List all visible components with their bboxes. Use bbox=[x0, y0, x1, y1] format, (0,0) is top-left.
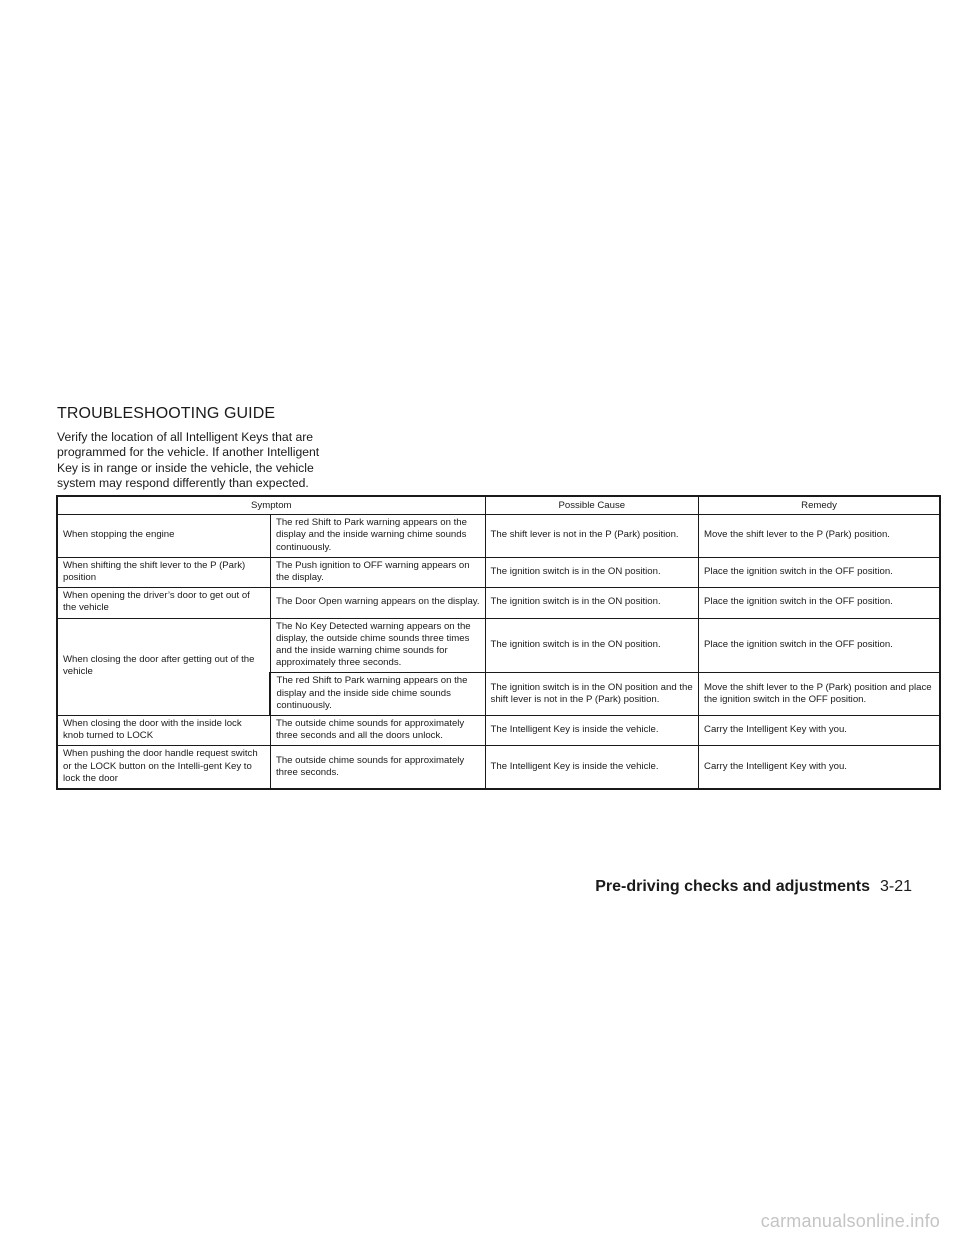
cell-symptom: When closing the door after getting out of the vehicle bbox=[57, 618, 270, 715]
table-row bbox=[57, 618, 940, 673]
header-symptom: Symptom bbox=[57, 496, 485, 515]
cell-cause: The ignition switch is in the ON position. bbox=[485, 588, 699, 618]
table-row bbox=[57, 746, 940, 789]
cell-remedy: Place the ignition switch in the OFF position. bbox=[699, 618, 940, 673]
cell-cause: The Intelligent Key is inside the vehicle. bbox=[485, 716, 699, 746]
cell-display: The Push ignition to OFF warning appears on the display. bbox=[270, 557, 485, 587]
troubleshooting-table bbox=[56, 495, 941, 790]
cell-display: The red Shift to Park warning appears on the display and the inside warning chime sounds continuously. bbox=[270, 515, 485, 558]
cell-display: The red Shift to Park warning appears on the display and the inside side chime sounds continuously. bbox=[270, 673, 485, 716]
table-row bbox=[57, 716, 940, 746]
cell-remedy: Carry the Intelligent Key with you. bbox=[699, 746, 940, 789]
cell-remedy: Move the shift lever to the P (Park) position and place the ignition switch in the OFF position. bbox=[699, 673, 940, 716]
page-footer bbox=[595, 877, 912, 897]
cell-display: The Door Open warning appears on the display. bbox=[270, 588, 485, 618]
intro-paragraph: Verify the location of all Intelligent Keys that are programmed for the vehicle. If another Intelligent Key is in range or inside the vehicle, the vehicle system may respond differently than expected. bbox=[57, 430, 320, 491]
table-row bbox=[57, 515, 940, 558]
table-row bbox=[57, 557, 940, 587]
footer-chapter-title: Pre-driving checks and adjustments bbox=[595, 878, 870, 895]
cell-remedy: Carry the Intelligent Key with you. bbox=[699, 716, 940, 746]
cell-symptom: When stopping the engine bbox=[57, 515, 270, 558]
cell-cause: The shift lever is not in the P (Park) position. bbox=[485, 515, 699, 558]
section-title: TROUBLESHOOTING GUIDE bbox=[57, 405, 276, 422]
cell-cause: The ignition switch is in the ON position. bbox=[485, 618, 699, 673]
cell-symptom: When pushing the door handle request switch or the LOCK button on the Intelli-gent Key to lock the door bbox=[57, 746, 270, 789]
cell-display: The outside chime sounds for approximately three seconds. bbox=[270, 746, 485, 789]
cell-cause: The ignition switch is in the ON position. bbox=[485, 557, 699, 587]
header-possible-cause: Possible Cause bbox=[485, 496, 699, 515]
table-row bbox=[57, 588, 940, 618]
cell-remedy: Move the shift lever to the P (Park) position. bbox=[699, 515, 940, 558]
cell-display: The No Key Detected warning appears on the display, the outside chime sounds three times and the inside warning chime sounds for approximately three seconds. bbox=[270, 618, 485, 673]
watermark: carmanualsonline.info bbox=[760, 1211, 940, 1231]
cell-symptom: When closing the door with the inside lock knob turned to LOCK bbox=[57, 716, 270, 746]
cell-remedy: Place the ignition switch in the OFF position. bbox=[699, 557, 940, 587]
header-remedy: Remedy bbox=[699, 496, 940, 515]
cell-display: The outside chime sounds for approximately three seconds and all the doors unlock. bbox=[270, 716, 485, 746]
cell-remedy: Place the ignition switch in the OFF position. bbox=[699, 588, 940, 618]
cell-cause: The ignition switch is in the ON position and the shift lever is not in the P (Park) position. bbox=[485, 673, 699, 716]
cell-symptom: When shifting the shift lever to the P (Park) position bbox=[57, 557, 270, 587]
cell-symptom: When opening the driver’s door to get out of the vehicle bbox=[57, 588, 270, 618]
footer-page-number: 3-21 bbox=[879, 878, 912, 895]
table-header-row bbox=[57, 496, 940, 515]
cell-cause: The Intelligent Key is inside the vehicle. bbox=[485, 746, 699, 789]
